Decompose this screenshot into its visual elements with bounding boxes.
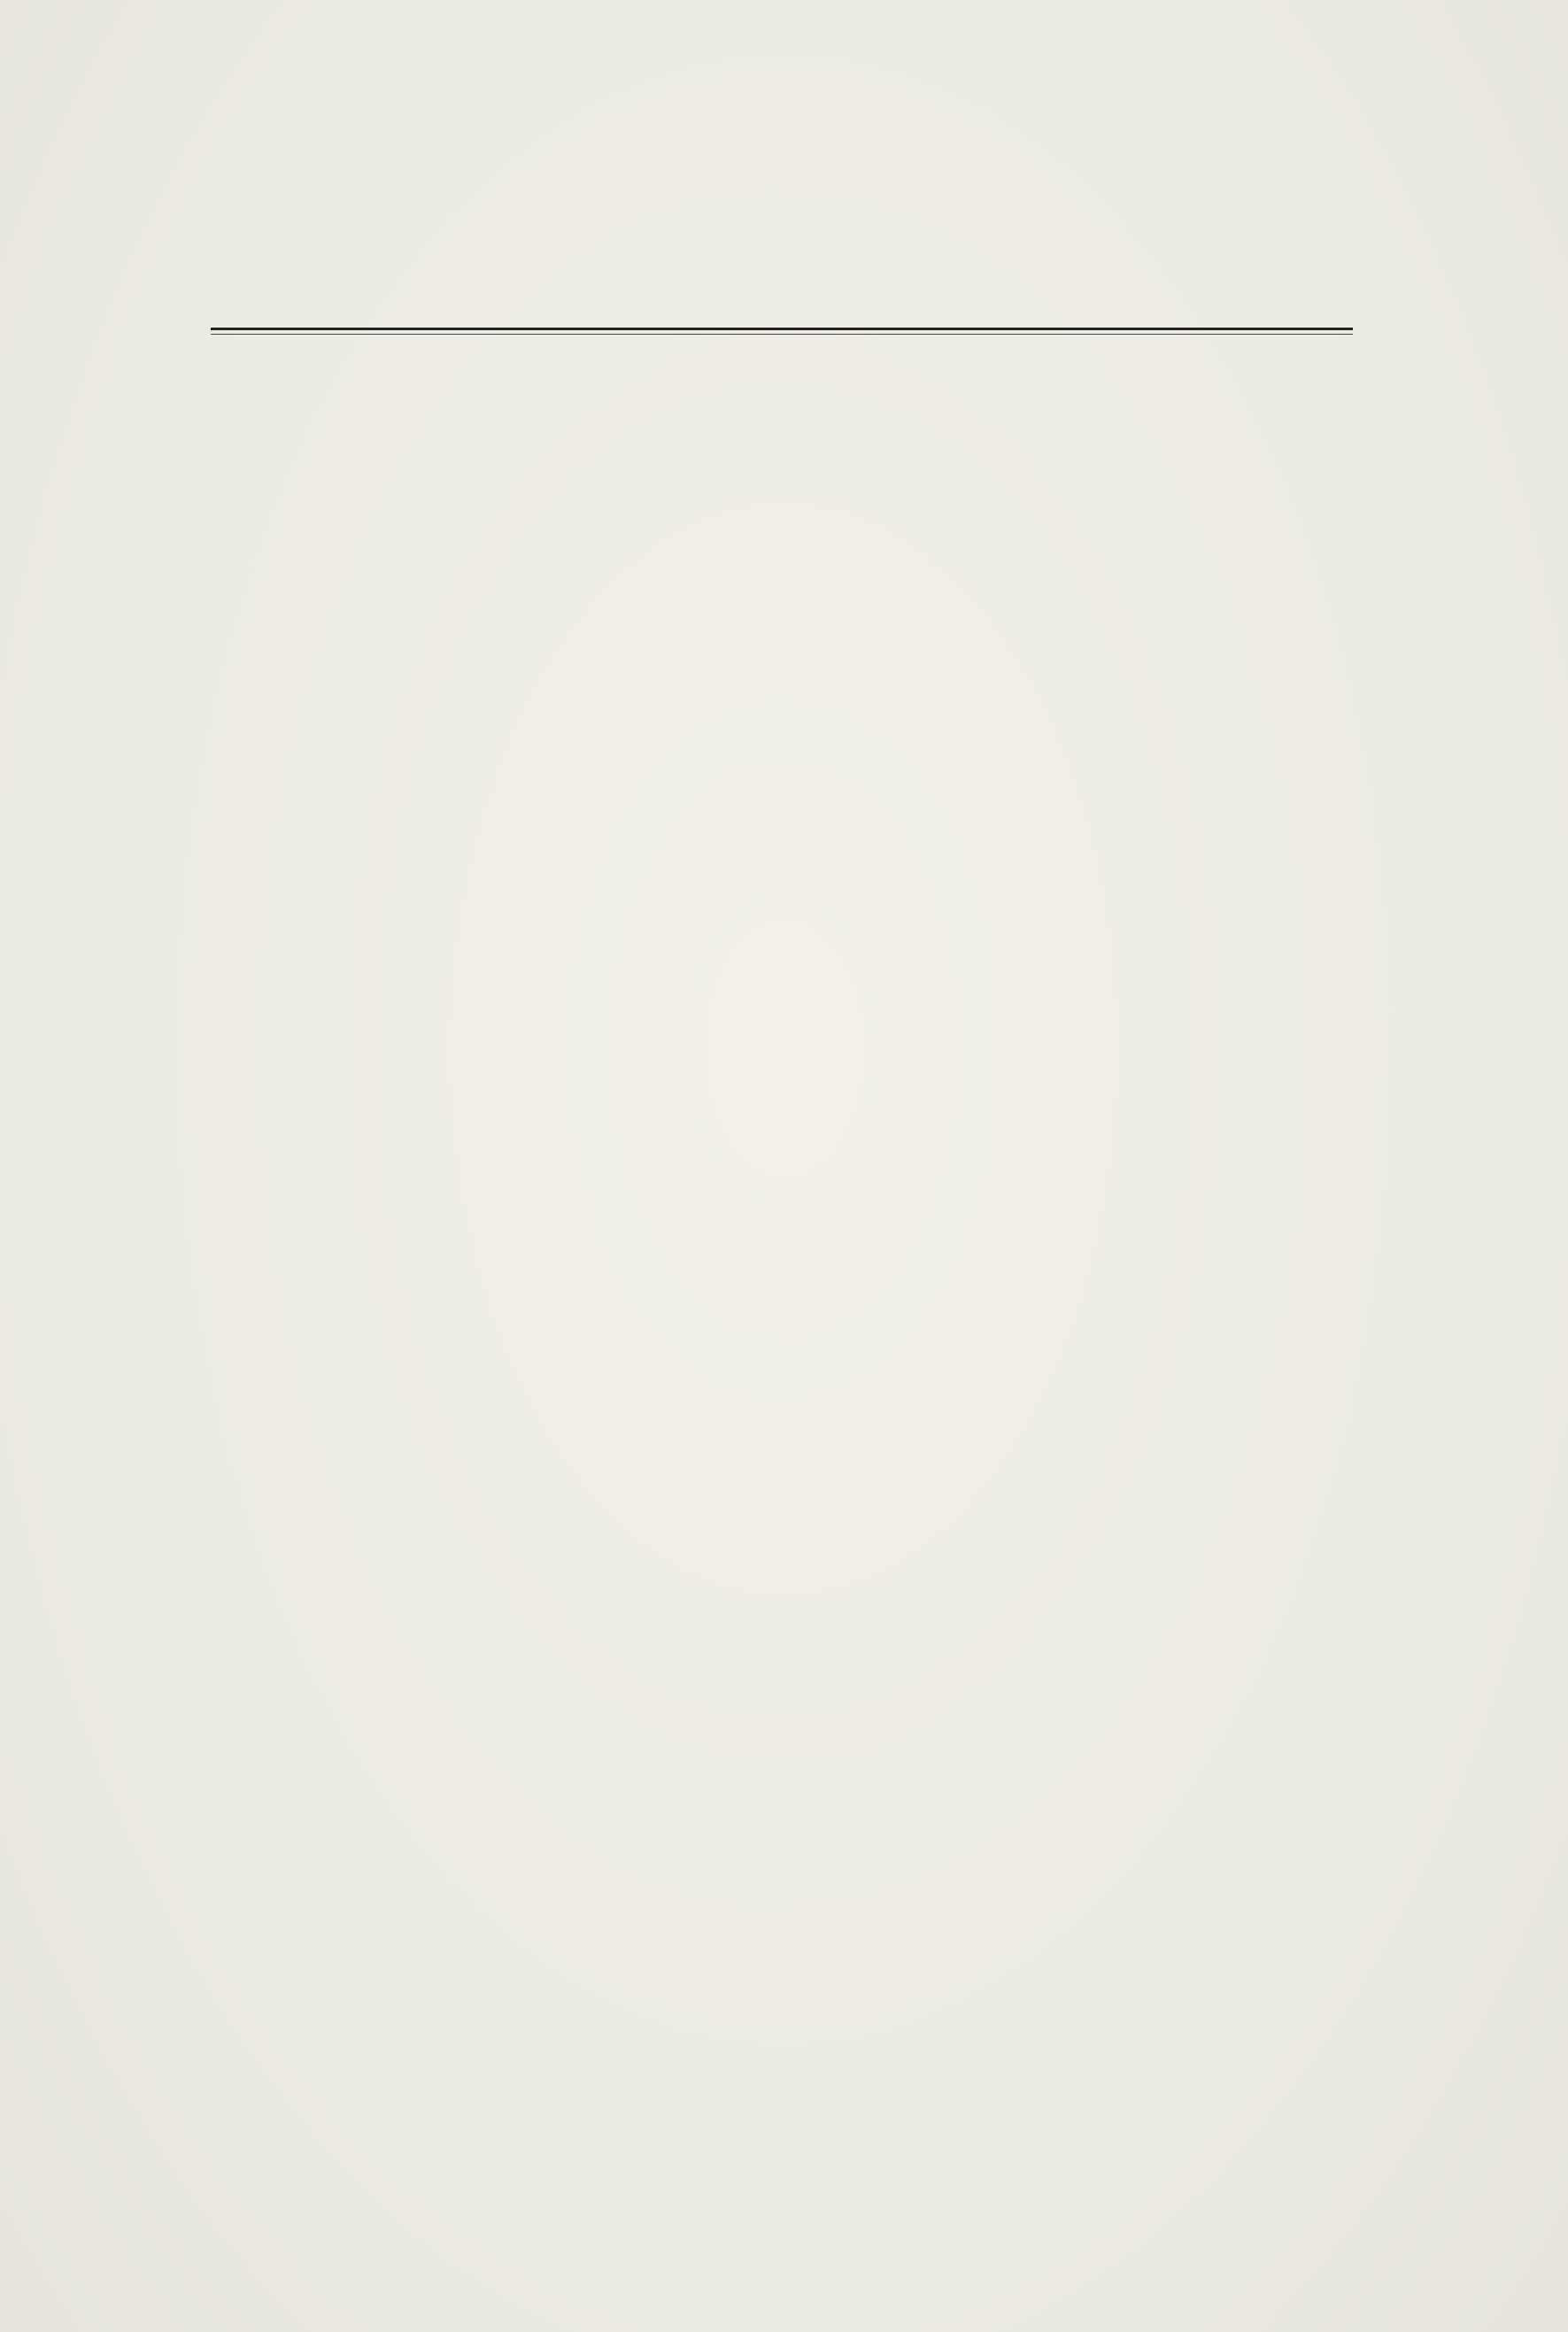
header-rule-thin	[211, 334, 1353, 335]
header-rule	[211, 328, 1353, 330]
